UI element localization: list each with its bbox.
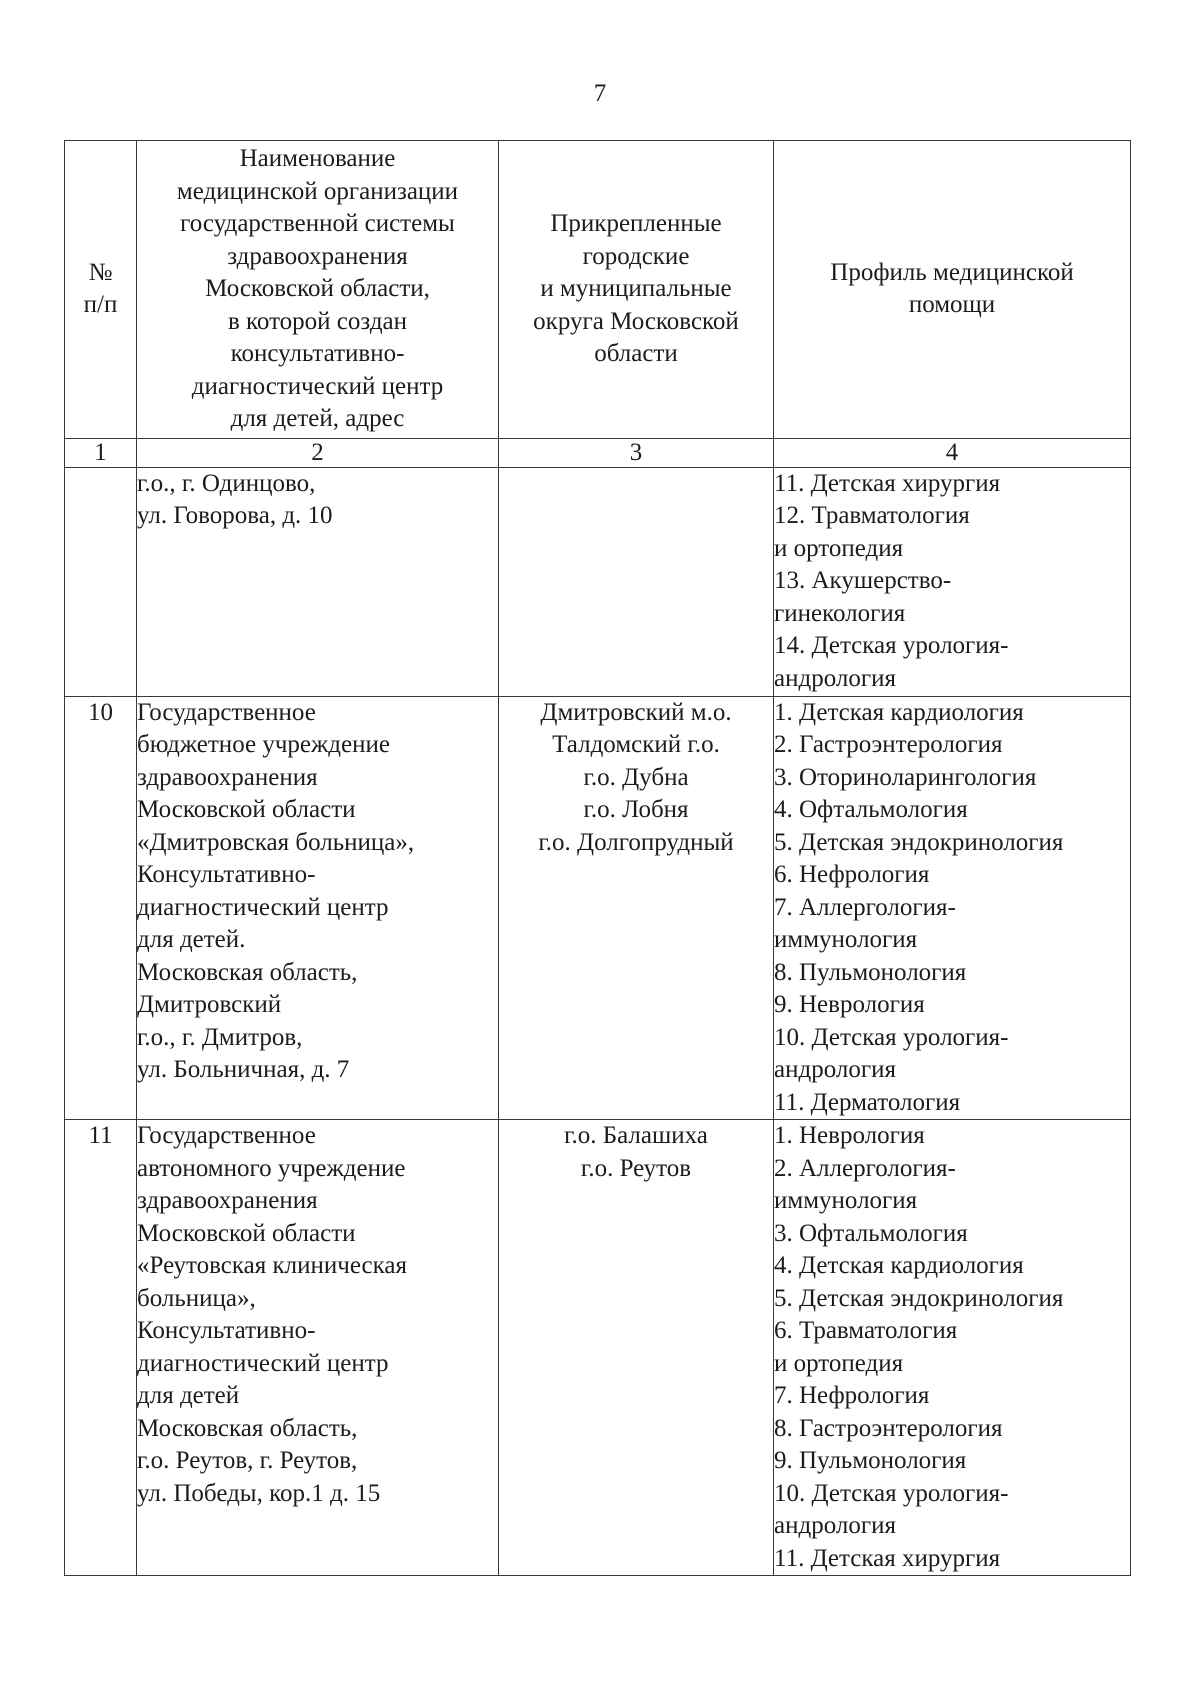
organization-cell bbox=[137, 1120, 499, 1576]
text-line: 7. Аллергология- bbox=[774, 893, 956, 921]
profile-cell bbox=[774, 467, 1131, 696]
text-line: ул. Говорова, д. 10 bbox=[137, 502, 333, 529]
text-line: бюджетное учреждение bbox=[137, 731, 390, 758]
text-line: Московская область, bbox=[137, 1414, 358, 1442]
column-number: 1 bbox=[65, 438, 137, 467]
text-line: здравоохранения bbox=[137, 763, 318, 791]
text-line: 11. Дерматология bbox=[774, 1088, 961, 1116]
districts-cell bbox=[499, 1120, 774, 1576]
row-number bbox=[65, 467, 137, 696]
text-line: 8. Пульмонология bbox=[774, 958, 967, 986]
text-line: «Реутовская клиническая bbox=[137, 1252, 408, 1279]
text-line: округа Московской bbox=[533, 307, 739, 335]
text-line: диагностический центр bbox=[191, 372, 444, 400]
text-line: Консультативно- bbox=[137, 1317, 316, 1344]
text-line: Дмитровский м.о. bbox=[540, 698, 732, 726]
text-line: здравоохранения bbox=[227, 242, 408, 270]
profile-cell bbox=[774, 1120, 1131, 1576]
text-line: Московская область, bbox=[137, 958, 358, 986]
page-number: 7 bbox=[593, 80, 607, 107]
text-line: 9. Неврология bbox=[774, 991, 925, 1018]
header-profile bbox=[774, 141, 1131, 439]
text-line: 11. Детская хирургия bbox=[774, 469, 1001, 497]
text-line: Талдомский г.о. bbox=[552, 731, 720, 758]
text-line: и ортопедия bbox=[774, 1349, 904, 1377]
column-number: 3 bbox=[499, 438, 774, 467]
row-number: 11 bbox=[65, 1120, 137, 1576]
text-line: Наименование bbox=[239, 145, 396, 172]
text-line: для детей, адрес bbox=[230, 405, 405, 432]
text-line: Государственное bbox=[137, 698, 316, 726]
profile-cell bbox=[774, 696, 1131, 1120]
text-line: «Дмитровская больница», bbox=[137, 828, 415, 856]
text-line: медицинской организации bbox=[176, 177, 459, 205]
clinic-table bbox=[64, 140, 1131, 1576]
districts-cell bbox=[499, 467, 774, 696]
text-line: гинекология bbox=[774, 599, 906, 627]
text-line: ул. Больничная, д. 7 bbox=[137, 1056, 350, 1083]
text-line: г.о., г. Одинцово, bbox=[137, 469, 316, 497]
header-districts bbox=[499, 141, 774, 439]
text-line: Московской области bbox=[137, 1219, 356, 1247]
column-number: 2 bbox=[137, 438, 499, 467]
column-number-row bbox=[65, 438, 1131, 467]
header-row bbox=[65, 141, 1131, 439]
text-line: и ортопедия bbox=[774, 534, 904, 562]
text-line: г.о., г. Дмитров, bbox=[137, 1023, 303, 1051]
text-line: г.о. Балашиха bbox=[564, 1122, 708, 1149]
table-row bbox=[65, 1120, 1131, 1576]
text-line: консультативно- bbox=[230, 340, 405, 367]
text-line: Дмитровский bbox=[137, 991, 282, 1018]
text-line: диагностический центр bbox=[137, 893, 389, 921]
text-line: Профиль медицинской bbox=[830, 258, 1074, 286]
text-line: 5. Детская эндокринология bbox=[774, 828, 1064, 856]
text-line: г.о. Реутов, г. Реутов, bbox=[137, 1447, 358, 1474]
text-line: 5. Детская эндокринология bbox=[774, 1284, 1064, 1312]
column-number: 4 bbox=[774, 438, 1131, 467]
text-line: 7. Нефрология bbox=[774, 1382, 930, 1409]
text-line: Московской области, bbox=[205, 275, 430, 302]
text-line: 10. Детская урология- bbox=[774, 1023, 1009, 1051]
text-line: иммунология bbox=[774, 926, 918, 953]
organization-cell bbox=[137, 696, 499, 1120]
text-line: государственной системы bbox=[180, 210, 455, 237]
text-line: № bbox=[88, 258, 113, 286]
text-line: г.о. Реутов bbox=[580, 1154, 692, 1182]
text-line: 2. Гастроэнтерология bbox=[774, 731, 1003, 758]
text-line: Консультативно- bbox=[137, 861, 316, 888]
text-line: 13. Акушерство- bbox=[774, 567, 952, 594]
text-line: здравоохранения bbox=[137, 1187, 318, 1214]
text-line: 1. Неврология bbox=[774, 1122, 925, 1149]
text-line: андрология bbox=[774, 1056, 896, 1083]
text-line: 12. Травматология bbox=[774, 502, 970, 529]
text-line: в которой создан bbox=[227, 307, 408, 335]
table-row bbox=[65, 696, 1131, 1120]
text-line: 6. Травматология bbox=[774, 1317, 958, 1344]
text-line: 4. Офтальмология bbox=[774, 796, 968, 823]
text-line: автономного учреждение bbox=[137, 1154, 406, 1182]
text-line: области bbox=[594, 340, 678, 367]
text-line: 4. Детская кардиология bbox=[774, 1252, 1024, 1279]
header-org bbox=[137, 141, 499, 439]
text-line: 10. Детская урология- bbox=[774, 1479, 1009, 1507]
text-line: андрология bbox=[774, 1512, 896, 1539]
text-line: 6. Нефрология bbox=[774, 861, 930, 888]
text-line: 1. Детская кардиология bbox=[774, 698, 1024, 726]
text-line: городские bbox=[582, 242, 690, 270]
text-line: 8. Гастроэнтерология bbox=[774, 1414, 1003, 1442]
text-line: иммунология bbox=[774, 1187, 918, 1214]
text-line: г.о. Дубна bbox=[583, 763, 689, 791]
text-line: 11. Детская хирургия bbox=[774, 1544, 1001, 1572]
text-line: 9. Пульмонология bbox=[774, 1447, 967, 1474]
text-line: андрология bbox=[774, 664, 896, 692]
districts-cell bbox=[499, 696, 774, 1120]
text-line: больница», bbox=[137, 1284, 256, 1312]
text-line: Прикрепленные bbox=[550, 210, 722, 237]
text-line: ул. Победы, кор.1 д. 15 bbox=[137, 1479, 381, 1507]
text-line: диагностический центр bbox=[137, 1349, 389, 1377]
text-line: для детей. bbox=[137, 926, 246, 953]
text-line: и муниципальные bbox=[540, 275, 732, 302]
header-num bbox=[65, 141, 137, 439]
table-row bbox=[65, 467, 1131, 696]
text-line: 3. Оториноларингология bbox=[774, 763, 1037, 791]
text-line: 14. Детская урология- bbox=[774, 632, 1009, 659]
text-line: п/п bbox=[83, 291, 118, 319]
text-line: Московской области bbox=[137, 796, 356, 823]
text-line: Государственное bbox=[137, 1122, 316, 1149]
text-line: помощи bbox=[908, 291, 996, 319]
text-line: г.о. Лобня bbox=[583, 796, 689, 823]
text-line: 3. Офтальмология bbox=[774, 1219, 968, 1247]
organization-cell bbox=[137, 467, 499, 696]
text-line: для детей bbox=[137, 1382, 240, 1409]
text-line: 2. Аллергология- bbox=[774, 1154, 956, 1182]
row-number: 10 bbox=[65, 696, 137, 1120]
text-line: г.о. Долгопрудный bbox=[538, 828, 734, 856]
